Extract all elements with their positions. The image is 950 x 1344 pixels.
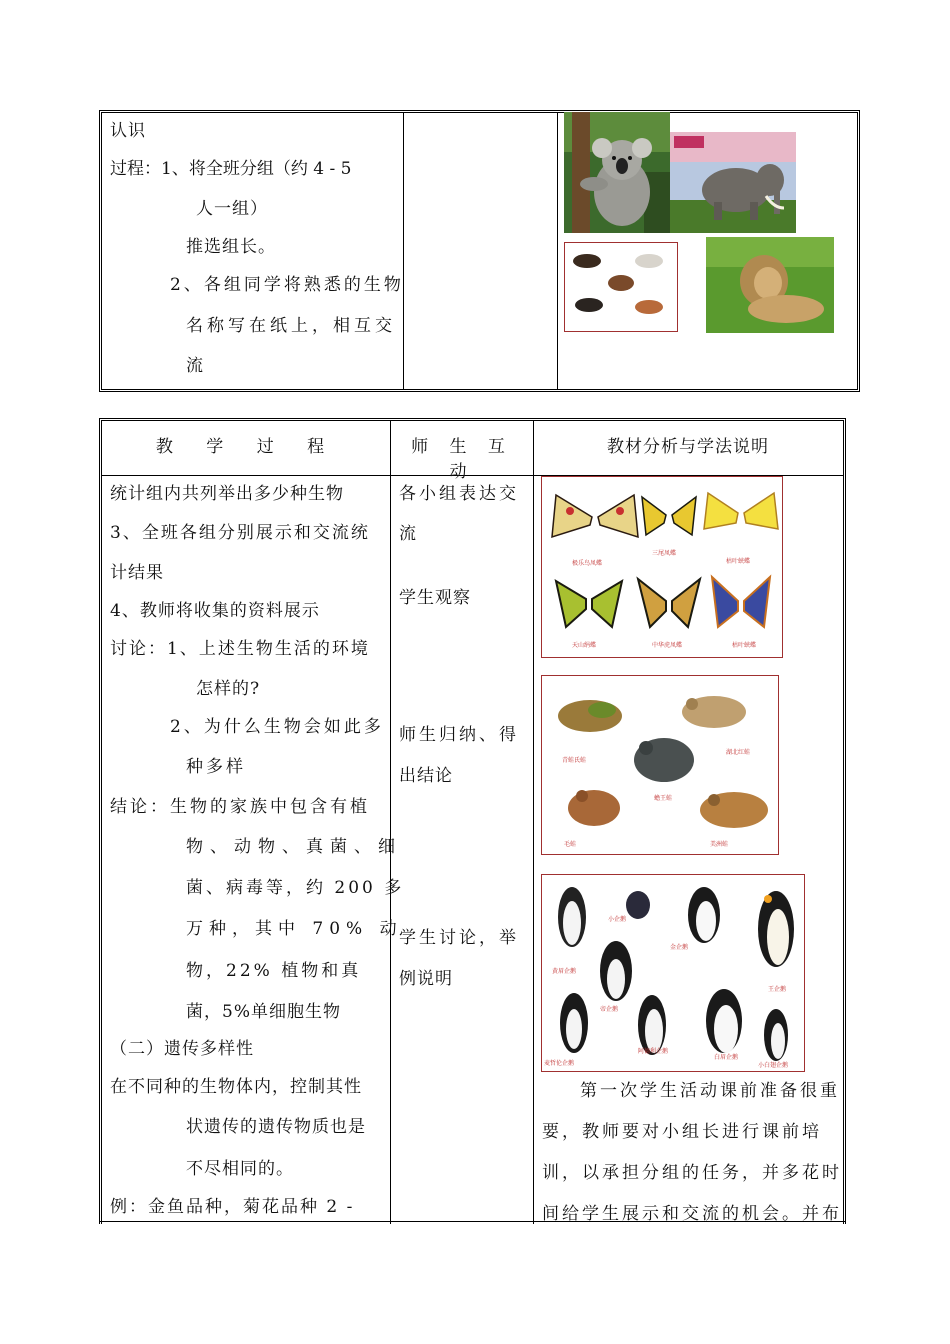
text-line: 例：金鱼品种，菊花品种 2 -: [110, 1197, 355, 1217]
text-line: 不尽相同的。: [186, 1159, 294, 1179]
text-line: 训，以承担分组的任务，并多花时: [542, 1163, 842, 1183]
butterfly-label: 枯叶蛱蝶: [726, 558, 751, 565]
text-line: 第一次学生活动课前准备很重: [580, 1081, 840, 1101]
text-line: 在不同种的生物体内，控制其性: [110, 1077, 362, 1097]
text-line: 学生讨论，举: [399, 928, 519, 948]
text-line: 例说明: [399, 969, 453, 989]
butterfly-label: 三尾凤蝶: [652, 550, 677, 557]
penguin-label: 麦哲伦企鹅: [544, 1060, 575, 1067]
text-line: 2、为什么生物会如此多: [170, 717, 384, 737]
text-line: 种多样: [186, 757, 246, 777]
text-line: 各小组表达交: [399, 484, 519, 504]
text-line: （二）遗传多样性: [110, 1039, 254, 1059]
penguin-label: 黄眉企鹅: [552, 968, 577, 975]
header-teaching-process: 教 学 过 程: [155, 437, 339, 457]
header-analysis: 教材分析与学法说明: [607, 437, 769, 457]
penguin-label: 王企鹅: [768, 986, 787, 993]
text-line: 间给学生展示和交流的机会。并布: [542, 1204, 842, 1224]
frog-label: 美洲蛙: [710, 841, 729, 848]
text-line-part: 过程：1、将全班分组（约 4 - 5: [110, 159, 352, 179]
text-line: 学生观察: [399, 588, 471, 608]
column-divider: [390, 421, 391, 1224]
text-line: 3、全班各组分别展示和交流统: [110, 523, 370, 543]
koala-photo: [564, 112, 670, 233]
text-line: 讨论：1、上述生物生活的环境: [110, 639, 370, 659]
text-line: 流: [186, 356, 204, 376]
penguin-label: 金企鹅: [670, 944, 689, 951]
column-divider: [557, 113, 558, 389]
text-line: 4、教师将收集的资料展示: [110, 601, 320, 621]
butterfly-label: 中华虎凤蝶: [652, 642, 683, 649]
frog-label: 湖北红蛙: [726, 749, 751, 756]
text-line: 名称写在纸上，相互交: [186, 316, 396, 336]
horses-photo: [564, 242, 678, 332]
column-divider: [533, 421, 534, 1224]
butterfly-label: 极乐鸟凤蝶: [572, 560, 603, 567]
penguin-label: 白眉企鹅: [714, 1054, 739, 1061]
text-line: 物，22% 植物和真: [186, 961, 362, 981]
elephant-photo: [670, 132, 796, 233]
penguin-label: 小企鹅: [608, 916, 627, 923]
text-line: 师生归纳、得: [399, 725, 519, 745]
text-line: 状遗传的遗传物质也是: [186, 1117, 366, 1137]
text-line: 要，教师要对小组长进行课前培: [542, 1122, 822, 1142]
text-line: 统计组内共列举出多少种生物: [110, 484, 344, 504]
butterflies-photo: [541, 476, 783, 658]
frog-label: 毛蛙: [564, 841, 577, 848]
penguins-photo: [541, 874, 805, 1072]
text-line: 菌，5%单细胞生物: [186, 1002, 341, 1022]
text-line: 流: [399, 524, 417, 544]
text-line: [110, 154, 393, 179]
frog-label: 蟾王蛙: [654, 795, 673, 802]
text-line: 2、各组同学将熟悉的生物: [170, 275, 404, 295]
penguin-label: 帝企鹅: [600, 1006, 619, 1013]
text-line: 物、动物、真菌、细: [186, 837, 402, 857]
lion-photo: [706, 237, 834, 333]
header-interaction: 师 生 互 动: [411, 437, 513, 482]
text-line: 结论：生物的家族中包含有植: [110, 797, 370, 817]
butterfly-label: 枯叶蛱蝶: [732, 642, 757, 649]
text-line: 推选组长。: [186, 237, 276, 257]
text-line: 菌、病毒等，约 200 多: [186, 878, 405, 898]
frog-label: 青蛙氏蛙: [562, 757, 587, 764]
penguin-label: 阿德利企鹅: [638, 1048, 669, 1055]
text-line: 计结果: [110, 563, 164, 583]
penguin-label: 小白翅企鹅: [758, 1062, 789, 1069]
text-line: 人一组）: [196, 199, 268, 219]
text-line: 认识: [110, 121, 146, 141]
butterfly-label: 天山绢蝶: [572, 642, 597, 649]
column-divider: [403, 113, 404, 389]
text-line: 出结论: [399, 766, 453, 786]
text-line: 怎样的?: [196, 679, 261, 699]
frogs-photo: [541, 675, 779, 855]
text-line: 万种，其中 70% 动: [186, 919, 403, 939]
